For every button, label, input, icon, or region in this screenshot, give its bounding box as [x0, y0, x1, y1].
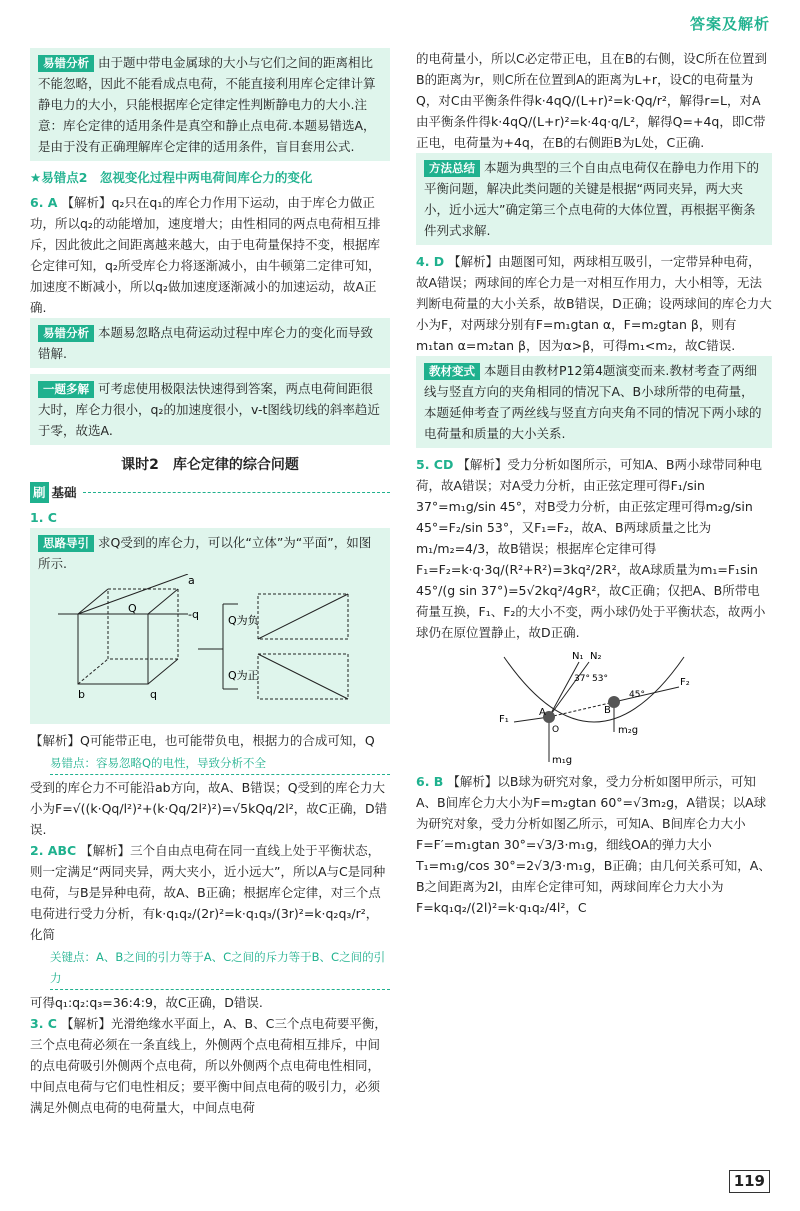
- error-analysis-box: [30, 48, 390, 161]
- fig-label: Q为正: [228, 669, 259, 682]
- answer-text: 【解析】受力分析如图所示，可知A、B两小球带同种电荷，故A错误；对A受力分析，由正弦定理可得F₁/sin 37°=m₁g/sin 45°，对B受力分析，由正弦定理可得m₂g/sin 45°=F₂/sin 53°，又F₁=F₂，故A、B两球质量之比为m₁/m₂=4/3，故B错误；根据库仑定律可得F₁=F₂=k·q·3q/(R²+R²)=3kq²/2R²，故A球质量为m₁=F₁sin 45°/(g sin 37°)=5√2kq²/4gR²，故C正确；仅把A、B所带电荷量互换，F₁、F₂的大小不变，两小球仍处于平衡状态，故两小球仍在原位置静止，故D正确.: [416, 457, 766, 640]
- fig-label: a: [188, 574, 195, 587]
- fig-label: m₂g: [618, 725, 639, 736]
- tag-label: 易错分析: [38, 325, 94, 342]
- page-number: 119: [729, 1170, 770, 1193]
- answer-text: 【解析】光滑绝缘水平面上，A、B、C三个点电荷要平衡，三个点电荷必须在一条直线上，外侧两个点电荷相互排斥，中间的点电荷吸引外侧两个点电荷，所以外侧两个点电荷电性相同，中间点电荷与它们电性相反；要平衡中间点电荷的吸引力，必须满足外侧点电荷的电荷量大，中间点电荷: [30, 1016, 387, 1115]
- tag-label: 易错分析: [38, 55, 94, 72]
- cube-front: [78, 614, 148, 684]
- answer-q4: [416, 251, 772, 356]
- answer-q3-cont: 的电荷量小，所以C必定带正电，且在B的右侧，设C所在位置到B的距离为r，则C所在位置到A的距离为L+r，设C的电荷量为Q，对C由平衡条件得k·4qQ/(L+r)²=k·Qq/r²，解得r=L，对A由平衡条件得k·4qQ/(L+r)²=k·4q·q/L²，解得Q=+4q，即C带正电，电荷量为+4q，在B的右侧距B为L处，C正确.: [416, 51, 768, 150]
- answer-number: 6. A: [30, 195, 58, 210]
- answer-text: 【解析】以B球为研究对象，受力分析如图甲所示，可知A、B间库仑力大小为F=m₂gtan 60°=√3m₂g，A错误；以A球为研究对象，受力分析如图乙所示，可知A、B间库仑力大小F=F′=m₁gtan 30°=√3/3·m₁g，细线OA的弹力大小T₁=m₁g/cos 30°=2√3/3·m₁g，B正确；由几何关系可知，A、B之间距离为2l，由库仑定律可知，两球间库仑力大小为F=kq₁q₂/(2l)²=k·q₁q₂/4l²，C: [416, 774, 771, 915]
- fig-label: N₁: [572, 651, 584, 662]
- box-text: 本题为典型的三个自由点电荷仅在静电力作用下的平衡问题，解决此类问题的关键是根据“两同夹异，两大夹小，近小远大”确定第三个点电荷的大体位置，再根据平衡条件列式求解.: [424, 160, 760, 238]
- fig-label: 37°: [574, 674, 590, 684]
- section-title: 答案及解析: [689, 15, 770, 33]
- fig-label: 45°: [629, 690, 645, 700]
- fig-label: 53°: [592, 674, 608, 684]
- fig-label: F₂: [680, 677, 690, 688]
- answer-number: 4. D: [416, 254, 445, 269]
- fig-label: O: [552, 725, 560, 735]
- answer-number: 1. C: [30, 510, 57, 525]
- divider: [83, 492, 390, 493]
- note-annotation: 关键点：A、B之间的引力等于A、C之间的斥力等于B、C之间的引力: [50, 947, 390, 990]
- right-column: [416, 48, 772, 918]
- tag-label: 一题多解: [38, 381, 94, 398]
- force-diagram-1: [38, 574, 378, 714]
- lesson-title: 课时2 库仑定律的综合问题: [121, 457, 299, 473]
- fig-label: B: [604, 705, 611, 716]
- page-header: [0, 0, 800, 42]
- basic-label: 基础: [51, 485, 77, 500]
- answer-q5: [416, 454, 772, 643]
- note-annotation: 易错点：容易忽略Q的电性，导致分析不全: [50, 753, 390, 775]
- answer-q1-text-2: 受到的库仑力不可能沿ab方向，故A、B错误；Q受到的库仑力大小为F=√((k·Qq/l²)²+(k·Qq/2l²)²)=√5kQq/2l²，故C正确，D错误.: [30, 780, 388, 837]
- box-text: 本题目由教材P12第4题演变而来.教材考查了两细线与竖直方向的夹角相同的情况下A、B小球所带的电荷量，本题延伸考查了两丝线与竖直方向夹角不同的情况下两小球的电荷量和质量的大小关系.: [424, 363, 762, 441]
- box-text: 求Q受到的库仑力，可以化“立体”为“平面”，如图所示.: [38, 535, 372, 571]
- answer-text: 【解析】由题图可知，两球相互吸引，一定带异种电荷，故A错误；两球间的库仑力是一对相互作用力，大小相等，无法判断电荷量的大小关系，故B错误，D正确；设两球间的库仑力大小为F，对两球分别有F=m₁gtan α，F=m₂gtan β，则有m₁tan α=m₂tan β，因为α>β，可得m₁<m₂，故C错误.: [416, 254, 772, 353]
- method-summary-box: [416, 153, 772, 245]
- answer-text: 【解析】q₂只在q₁的库仑力作用下运动，由于库仑力做正功，所以q₂的动能增加，速度增大；由性相同的两点电荷相互排斥，因此彼此之间距离越来越大，由于电荷量保持不变，根据库仑定律可知，q₂所受库仑力将逐渐减小，由牛顿第二定律可知，加速度不断减小，所以q₂做加速度逐渐减小的加速运动，故A正确.: [30, 195, 381, 315]
- box-text: 本题易忽略点电荷运动过程中库仑力的变化而导致错解.: [38, 325, 374, 361]
- box-text: 由于题中带电金属球的大小与它们之间的距离相比不能忽略，因此不能看成点电荷，不能直接利用库仑定律计算静电力的大小，只能根据库仑定律定性判断静电力的大小.注意：库仑定律的适用条件是真空和静止点电荷.本题易错选A，是由于没有正确理解库仑定律的适用条件，盲目套用公式.: [38, 55, 376, 154]
- fig-label: F₁: [499, 714, 509, 725]
- answer-q6: [416, 771, 772, 918]
- answer-q3: [30, 1013, 390, 1118]
- fig-label: N₂: [590, 651, 602, 662]
- arc: [504, 657, 684, 722]
- multi-solution-box: [30, 374, 390, 445]
- error-point-heading: ★易错点2 忽视变化过程中两电荷间库仑力的变化: [30, 170, 313, 185]
- answer-q2-text-2: 可得q₁:q₂:q₃=36:4:9，故C正确，D错误.: [30, 995, 263, 1010]
- tag-label: 教材变式: [424, 363, 480, 380]
- answer-number: 5. CD: [416, 457, 454, 472]
- fig-label: Q为负: [228, 614, 259, 627]
- thinking-guide-box: [30, 528, 390, 724]
- fig-label: b: [78, 688, 85, 701]
- tag-label: 方法总结: [424, 160, 480, 177]
- answer-q1-text: 【解析】Q可能带正电，也可能带负电，根据力的合成可知，Q: [30, 733, 375, 748]
- answer-text: 【解析】三个自由点电荷在同一直线上处于平衡状态，则一定满足“两同夹异，两大夹小，近小远大”，所以A与C是同种电荷，与B是异种电荷，故A、B正确；根据库仑定律，对三个点电荷进行受力分析，有k·q₁q₂/(2r)²=k·q₁q₃/(3r)²=k·q₂q₃/r²，化简: [30, 843, 386, 942]
- fig-label: -q: [188, 608, 199, 621]
- tag-label: 思路导引: [38, 535, 94, 552]
- left-column: [30, 48, 390, 1118]
- basic-section-header: [30, 482, 390, 503]
- box-text: 可考虑使用极限法快速得到答案，两点电荷间距很大时，库仑力很小，q₂的加速度很小，v-t图线切线的斜率趋近于零，故选A.: [38, 381, 380, 438]
- fig-label: q: [150, 688, 157, 701]
- answer-q2: [30, 840, 390, 945]
- answer-number: 6. B: [416, 774, 444, 789]
- answer-number: 3. C: [30, 1016, 57, 1031]
- fig-label: A: [539, 707, 546, 718]
- fig-label: m₁g: [552, 755, 573, 766]
- fig-label: Q: [128, 602, 137, 615]
- textbook-variant-box: [416, 356, 772, 448]
- basic-icon: 刷: [30, 482, 49, 503]
- force-diagram-2: [494, 647, 694, 767]
- error-analysis-box-2: [30, 318, 390, 368]
- answer-q6: [30, 192, 390, 318]
- answer-number: 2. ABC: [30, 843, 77, 858]
